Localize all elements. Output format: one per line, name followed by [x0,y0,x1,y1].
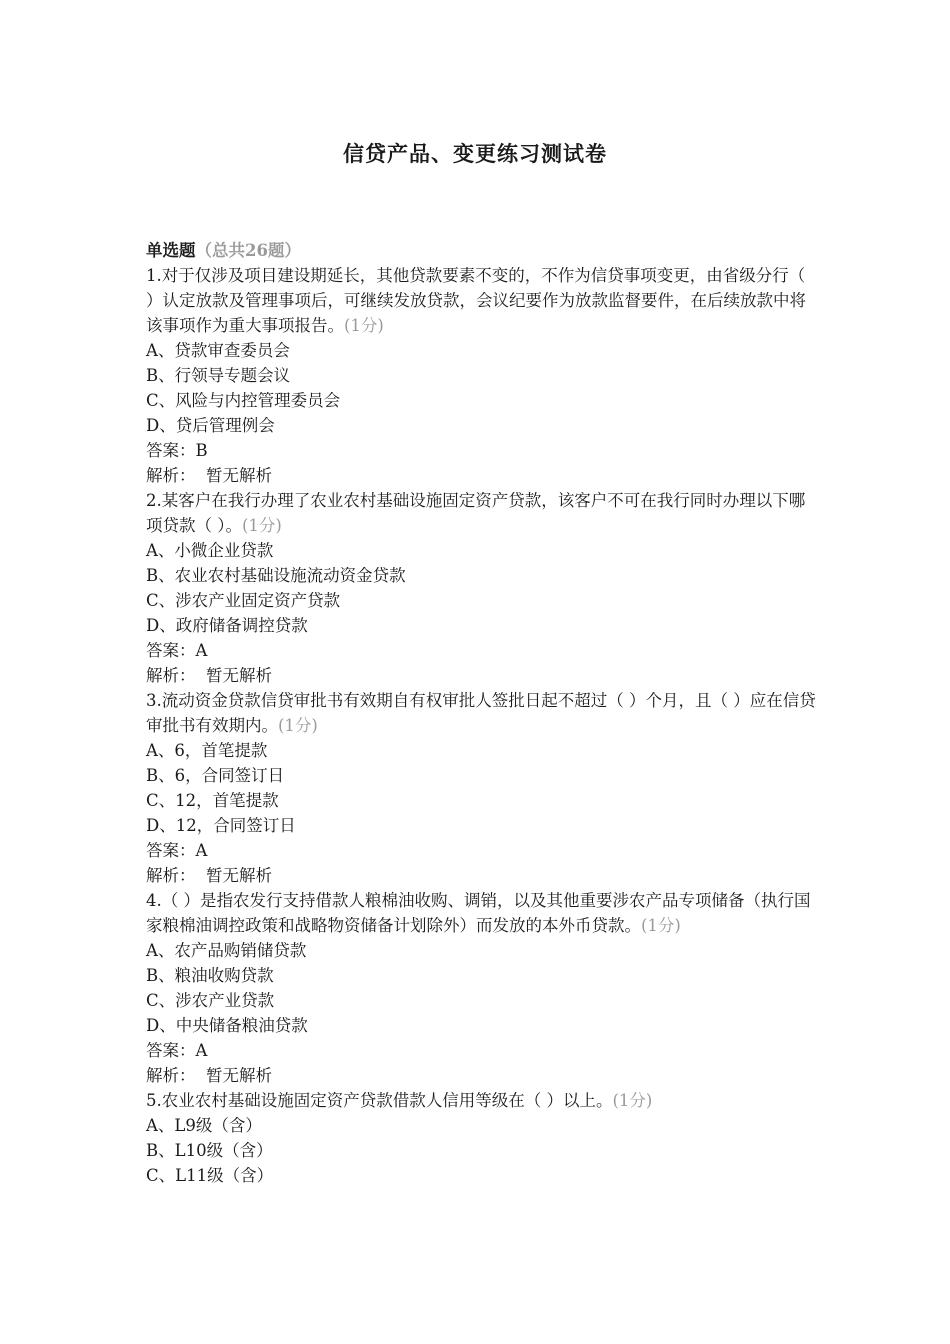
option-a: A、贷款审查委员会 [146,341,290,360]
option-c: C、涉农产业固定资产贷款 [146,591,341,610]
answer: 答案：A [146,841,208,860]
section-count: （总共26题） [195,241,301,260]
analysis: 解析： 暂无解析 [146,666,272,685]
question-stem: 5.农业农村基础设施固定资产贷款借款人信用等级在（ ）以上。(1分) [146,1091,653,1110]
option-b: B、行领导专题会议 [146,366,291,385]
option-c: C、风险与内控管理委员会 [146,391,341,410]
answer: 答案：A [146,641,208,660]
question-score: (1分) [641,916,681,935]
question-stem: 3.流动资金贷款信贷审批书有效期自有权审批人签批日起不超过（ ）个月，且（ ）应在信贷审批书有效期内。(1分) [146,691,816,735]
option-b: B、农业农村基础设施流动资金贷款 [146,566,406,585]
question-score: (1分) [612,1091,653,1110]
analysis: 解析： 暂无解析 [146,866,272,885]
option-b: B、L10级（含） [146,1141,273,1160]
option-c: C、L11级（含） [146,1166,274,1185]
analysis: 解析： 暂无解析 [146,1066,272,1085]
option-a: A、农产品购销储贷款 [146,941,307,960]
option-a: A、小微企业贷款 [146,541,274,560]
option-d: D、贷后管理例会 [146,416,275,435]
section-heading [146,238,816,263]
option-a: A、L9级（含） [146,1116,262,1135]
document-title: 信贷产品、变更练习测试卷 [343,141,607,166]
option-a: A、6，首笔提款 [146,741,268,760]
question-score: (1分) [242,516,282,535]
answer: 答案：B [146,441,208,460]
question-stem: 2.某客户在我行办理了农业农村基础设施固定资产贷款，该客户不可在我行同时办理以下哪项贷款（ ）。(1分) [146,491,806,535]
question-stem: 4.（ ）是指农发行支持借款人粮棉油收购、调销，以及其他重要涉农产品专项储备（执行国家粮棉油调控政策和战略物资储备计划除外）而发放的本外币贷款。(1分) [146,891,811,935]
option-d: D、12，合同签订日 [146,816,296,835]
question-score: (1分) [278,716,318,735]
analysis: 解析： 暂无解析 [146,466,272,485]
option-d: D、中央储备粮油贷款 [146,1016,308,1035]
question-list [146,238,816,1188]
option-c: C、涉农产业贷款 [146,991,275,1010]
answer: 答案：A [146,1041,208,1060]
option-c: C、12，首笔提款 [146,791,279,810]
section-label: 单选题 [146,241,196,260]
option-d: D、政府储备调控贷款 [146,616,308,635]
option-b: B、6，合同签订日 [146,766,285,785]
option-b: B、粮油收购贷款 [146,966,274,985]
question-stem: 1.对于仅涉及项目建设期延长，其他贷款要素不变的，不作为信贷事项变更，由省级分行（ ）认定放款及管理事项后，可继续发放贷款，会议纪要作为放款监督要件，在后续放款中将该事项作为重大事项报告。(1分) [146,266,806,335]
question-score: (1分) [344,316,384,335]
